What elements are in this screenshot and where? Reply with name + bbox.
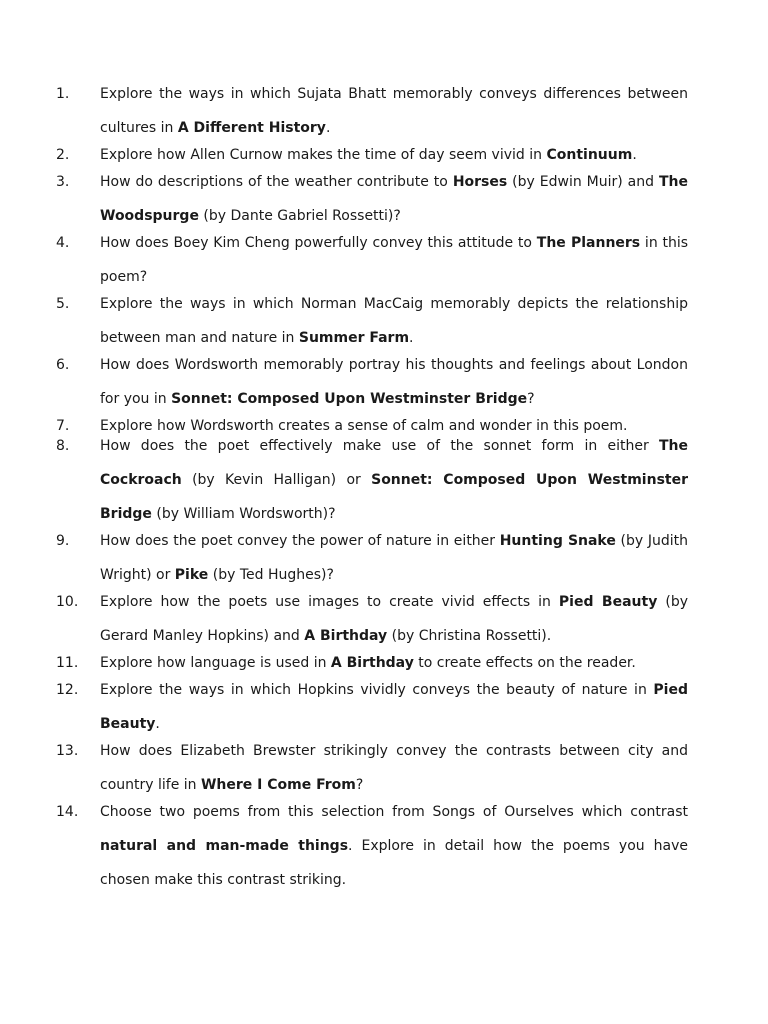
question-item: [48, 294, 688, 355]
question-text-segment: .: [632, 147, 637, 163]
poem-title: Where I Come From: [200, 777, 356, 793]
poem-title: Horses: [452, 174, 508, 190]
question-text-segment: Choose two poems from this selection from Songs of Ourselves which contrast: [100, 804, 688, 820]
question-number: 12.: [56, 682, 79, 698]
question-list: [48, 84, 688, 897]
poem-title: The Cockroach: [100, 438, 688, 488]
poem-title: Continuum: [546, 147, 633, 163]
question-text-segment: How does Wordsworth memorably portray his thoughts and feelings about London for you in: [100, 357, 688, 407]
question-item: [48, 172, 688, 233]
question-number: 13.: [56, 743, 79, 759]
question-text: [100, 348, 688, 416]
question-text-segment: (by Ted Hughes)?: [208, 567, 334, 583]
poem-title: Sonnet: Composed Upon Westminster Bridge: [100, 472, 688, 522]
question-text: [100, 524, 688, 592]
question-text-segment: (by Kevin Halligan) or: [181, 472, 372, 488]
question-text-segment: (by Gerard Manley Hopkins) and: [100, 594, 688, 644]
question-number: 6.: [56, 357, 70, 373]
poem-title: Pike: [174, 567, 209, 583]
question-text: [100, 77, 688, 145]
question-text: [100, 287, 688, 355]
question-text-segment: (by Christina Rossetti).: [387, 628, 552, 644]
question-text-segment: Explore the ways in which Norman MacCaig memorably depicts the relationship between man and nature in: [100, 296, 688, 346]
question-item: [48, 802, 688, 897]
question-text-segment: Explore how the poets use images to create vivid effects in: [100, 594, 559, 610]
poem-title: A Different History: [177, 120, 326, 136]
question-item: [48, 84, 688, 145]
poem-title: The Woodspurge: [100, 174, 688, 224]
question-text-segment: ?: [355, 777, 364, 793]
question-text: [100, 673, 688, 741]
question-text-segment: (by William Wordsworth)?: [151, 506, 336, 522]
question-number: 10.: [56, 594, 79, 610]
poem-title: natural and man-made things: [100, 838, 349, 854]
question-number: 3.: [56, 174, 70, 190]
question-number: 2.: [56, 147, 70, 163]
question-text: [100, 165, 688, 233]
poem-title: Pied Beauty: [558, 594, 658, 610]
poem-title: The Planners: [536, 235, 641, 251]
question-text-segment: How does Boey Kim Cheng powerfully convey this attitude to: [100, 235, 537, 251]
question-text-segment: .: [409, 330, 414, 346]
question-item: [48, 436, 688, 531]
question-text-segment: in this poem?: [100, 235, 689, 285]
question-item: [48, 531, 688, 592]
question-number: 1.: [56, 86, 70, 102]
question-text-segment: (by Dante Gabriel Rossetti)?: [198, 208, 401, 224]
question-item: [48, 741, 688, 802]
question-text-segment: .: [325, 120, 331, 136]
question-text-segment: Explore how language is used in: [100, 655, 331, 671]
question-text: [100, 429, 688, 531]
question-text-segment: How does the poet effectively make use of the sonnet form in either: [100, 438, 659, 454]
question-text-segment: Explore the ways in which Sujata Bhatt memorably conveys differences between cultures in: [100, 86, 688, 136]
poem-title: Pied Beauty: [100, 682, 688, 732]
question-number: 7.: [56, 418, 70, 434]
poem-title: A Birthday: [330, 655, 414, 671]
question-text-segment: . Explore in detail how the poems you have chosen make this contrast striking.: [100, 838, 688, 888]
question-number: 8.: [56, 438, 70, 454]
question-text-segment: How does the poet convey the power of nature in either: [100, 533, 500, 549]
question-text-segment: (by Judith Wright) or: [100, 533, 688, 583]
question-number: 4.: [56, 235, 70, 251]
poem-title: A Birthday: [304, 628, 388, 644]
question-number: 14.: [56, 804, 79, 820]
question-text-segment: to create effects on the reader.: [413, 655, 636, 671]
poem-title: Hunting Snake: [499, 533, 616, 549]
question-number: 5.: [56, 296, 70, 312]
question-text: [100, 585, 688, 653]
question-text: [100, 795, 688, 897]
question-item: [48, 233, 688, 294]
question-text: [100, 226, 688, 294]
question-text-segment: (by Edwin Muir) and: [507, 174, 659, 190]
question-number: 9.: [56, 533, 70, 549]
question-text: [100, 734, 688, 802]
question-text-segment: How do descriptions of the weather contribute to: [100, 174, 453, 190]
question-text-segment: .: [155, 716, 160, 732]
question-text-segment: Explore how Wordsworth creates a sense of calm and wonder in this poem.: [100, 418, 628, 434]
poem-title: Summer Farm: [298, 330, 410, 346]
question-text-segment: How does Elizabeth Brewster strikingly convey the contrasts between city and country life in: [100, 743, 688, 793]
question-text-segment: Explore the ways in which Hopkins vividly conveys the beauty of nature in: [100, 682, 654, 698]
question-text-segment: ?: [527, 391, 535, 407]
question-number: 11.: [56, 655, 79, 671]
question-item: [48, 592, 688, 653]
question-text-segment: Explore how Allen Curnow makes the time of day seem vivid in: [100, 147, 547, 163]
question-item: [48, 680, 688, 741]
question-item: [48, 355, 688, 416]
poem-title: Sonnet: Composed Upon Westminster Bridge: [171, 391, 528, 407]
